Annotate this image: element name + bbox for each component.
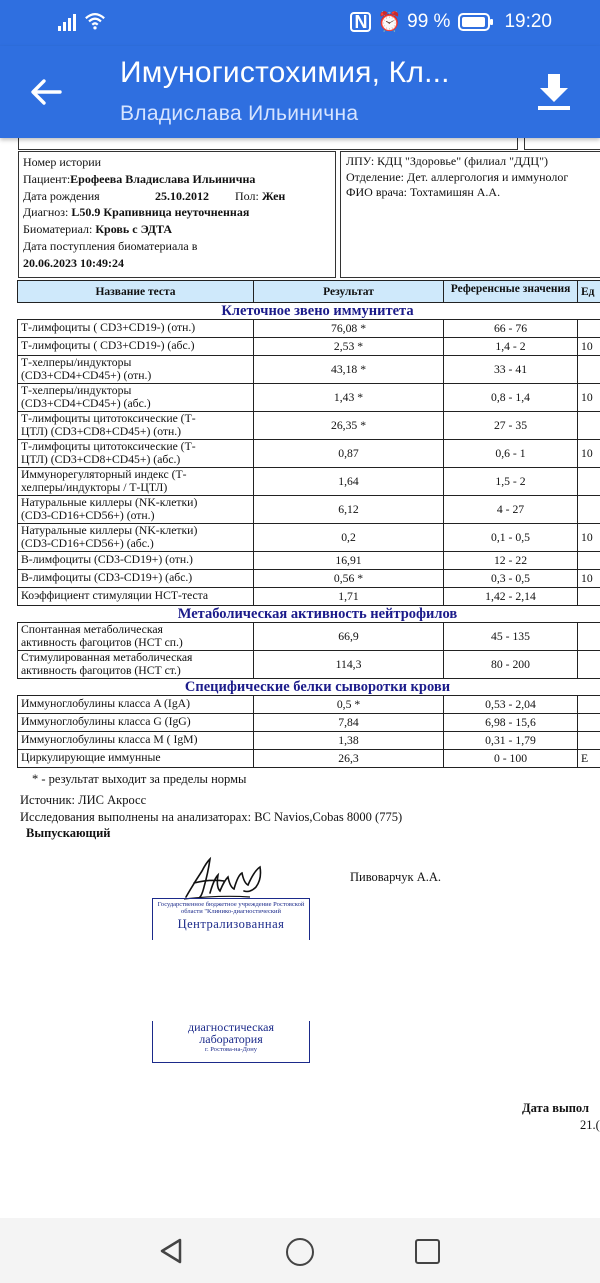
unit-cell bbox=[578, 623, 600, 651]
received-value: 20.06.2023 10:49:24 bbox=[23, 255, 124, 270]
section-title: Специфические белки сыворотки крови bbox=[18, 679, 600, 696]
signature-image bbox=[180, 853, 280, 903]
result-cell: 16,91 bbox=[254, 552, 444, 570]
document-page[interactable] bbox=[0, 138, 600, 1218]
patient-label: Пациент: bbox=[23, 171, 71, 186]
reference-cell: 33 - 41 bbox=[444, 356, 578, 384]
table-row bbox=[18, 496, 600, 524]
table-row bbox=[18, 384, 600, 412]
table-row bbox=[18, 588, 600, 606]
result-cell: 1,38 bbox=[254, 732, 444, 750]
section-row bbox=[18, 679, 600, 696]
footnote: * - результат выходит за пределы нормы bbox=[32, 772, 247, 786]
result-cell: 0,56 * bbox=[254, 570, 444, 588]
result-cell: 26,3 bbox=[254, 750, 444, 768]
reference-cell: 45 - 135 bbox=[444, 623, 578, 651]
issue-date-label: Дата выпол bbox=[522, 1101, 590, 1115]
test-name-cell: Иммуноглобулины класса M ( IgM) bbox=[18, 732, 254, 750]
test-name-cell: Иммунорегуляторный индекс (Т- хелперы/индукторы / Т-ЦТЛ) bbox=[18, 468, 254, 496]
test-name-cell: Т-лимфоциты ( CD3+CD19-) (отн.) bbox=[18, 320, 254, 338]
dob-label: Дата рождения bbox=[23, 188, 100, 203]
unit-cell bbox=[578, 714, 600, 732]
test-name-cell: Т-хелперы/индукторы (CD3+CD4+CD45+) (абс.) bbox=[18, 384, 254, 412]
result-cell: 7,84 bbox=[254, 714, 444, 732]
test-name-cell: Т-лимфоциты цитотоксические (Т- ЦТЛ) (CD3+CD8+CD45+) (отн.) bbox=[18, 412, 254, 440]
table-row bbox=[18, 651, 600, 679]
received-label: Дата поступления биоматериала в bbox=[23, 238, 198, 253]
reference-cell: 0 - 100 bbox=[444, 750, 578, 768]
table-row bbox=[18, 623, 600, 651]
reference-cell: 1,4 - 2 bbox=[444, 338, 578, 356]
unit-cell bbox=[578, 732, 600, 750]
stamp-top bbox=[152, 898, 310, 940]
cut-header-cell-2 bbox=[524, 138, 600, 150]
table-row bbox=[18, 524, 600, 552]
stamp-bottom-big: диагностическая лаборатория bbox=[188, 1020, 274, 1046]
unit-cell bbox=[578, 651, 600, 679]
download-icon[interactable] bbox=[532, 70, 576, 114]
source-text: Источник: ЛИС Акросс bbox=[20, 793, 147, 807]
stamp-top-small: Государственное бюджетное учреждение Ростовской области "Клинико-диагностический bbox=[157, 901, 305, 915]
section-row bbox=[18, 606, 600, 623]
issue-date-value: 21.( bbox=[580, 1118, 600, 1132]
unit-cell: 10 bbox=[578, 570, 600, 588]
stamp-bottom bbox=[152, 1021, 310, 1063]
history-label: Номер истории bbox=[23, 155, 102, 169]
signal-icon bbox=[58, 13, 76, 31]
test-name-cell: Натуральные киллеры (NK-клетки) (CD3-CD16+CD56+) (отн.) bbox=[18, 496, 254, 524]
result-cell: 76,08 * bbox=[254, 320, 444, 338]
alarm-icon: ⏰ bbox=[377, 12, 402, 33]
wifi-icon bbox=[84, 10, 106, 32]
result-cell: 1,64 bbox=[254, 468, 444, 496]
back-arrow-icon[interactable] bbox=[26, 72, 66, 112]
table-row bbox=[18, 750, 600, 768]
table-row bbox=[18, 696, 600, 714]
reference-cell: 80 - 200 bbox=[444, 651, 578, 679]
unit-cell: 10 bbox=[578, 524, 600, 552]
unit-cell bbox=[578, 552, 600, 570]
test-name-cell: Т-лимфоциты цитотоксические (Т- ЦТЛ) (CD3+CD8+CD45+) (абс.) bbox=[18, 440, 254, 468]
table-header-row bbox=[18, 281, 600, 303]
document-subtitle: Владислава Ильинична bbox=[120, 102, 359, 125]
reference-cell: 0,6 - 1 bbox=[444, 440, 578, 468]
result-cell: 114,3 bbox=[254, 651, 444, 679]
unit-cell bbox=[578, 588, 600, 606]
reference-cell: 6,98 - 15,6 bbox=[444, 714, 578, 732]
result-cell: 0,2 bbox=[254, 524, 444, 552]
test-name-cell: Коэффициент стимуляции НСТ-теста bbox=[18, 588, 254, 606]
test-name-cell: В-лимфоциты (CD3-CD19+) (абс.) bbox=[18, 570, 254, 588]
reference-cell: 0,31 - 1,79 bbox=[444, 732, 578, 750]
unit-cell: 10 bbox=[578, 440, 600, 468]
reference-cell: 66 - 76 bbox=[444, 320, 578, 338]
material-label: Биоматериал: bbox=[23, 222, 93, 237]
unit-cell bbox=[578, 468, 600, 496]
result-cell: 26,35 * bbox=[254, 412, 444, 440]
unit-cell: 10 bbox=[578, 384, 600, 412]
col-header-unit: Ед bbox=[578, 281, 600, 303]
sex-value: Жен bbox=[261, 188, 286, 203]
dob-value: 25.10.2012 bbox=[155, 188, 209, 203]
table-row bbox=[18, 412, 600, 440]
diagnosis-label: Диагноз: bbox=[23, 205, 69, 220]
signer-name: Пивоварчук А.А. bbox=[350, 870, 442, 884]
patient-name: Ерофеева Владислава Ильинична bbox=[70, 171, 256, 186]
result-cell: 66,9 bbox=[254, 623, 444, 651]
app-bar bbox=[0, 46, 600, 138]
col-header-test: Название теста bbox=[18, 281, 254, 303]
col-header-result: Результат bbox=[254, 281, 444, 303]
result-cell: 1,43 * bbox=[254, 384, 444, 412]
table-row bbox=[18, 570, 600, 588]
unit-cell bbox=[578, 356, 600, 384]
cut-header-cell bbox=[18, 138, 518, 150]
table-row bbox=[18, 320, 600, 338]
result-cell: 6,12 bbox=[254, 496, 444, 524]
table-row bbox=[18, 552, 600, 570]
analyzers-text: Исследования выполнены на анализаторах: BC Navios,Cobas 8000 (775) bbox=[20, 810, 403, 824]
result-cell: 2,53 * bbox=[254, 338, 444, 356]
section-title: Метаболическая активность нейтрофилов bbox=[18, 606, 600, 623]
stamp-bottom-small: г. Ростова-на-Дону bbox=[205, 1046, 257, 1053]
unit-cell bbox=[578, 320, 600, 338]
table-row bbox=[18, 732, 600, 750]
nav-recent-icon[interactable] bbox=[415, 1239, 440, 1264]
clinic-info-box bbox=[340, 151, 600, 278]
battery-icon bbox=[458, 13, 490, 31]
result-cell: 43,18 * bbox=[254, 356, 444, 384]
reference-cell: 4 - 27 bbox=[444, 496, 578, 524]
table-row bbox=[18, 440, 600, 468]
test-name-cell: Стимулированная метаболическая активность фагоцитов (НСТ ст.) bbox=[18, 651, 254, 679]
reference-cell: 27 - 35 bbox=[444, 412, 578, 440]
nfc-icon: N bbox=[350, 12, 371, 32]
reference-cell: 0,53 - 2,04 bbox=[444, 696, 578, 714]
document-title: Имуногистохимия, Кл... bbox=[120, 56, 450, 89]
test-name-cell: Т-хелперы/индукторы (CD3+CD4+CD45+) (отн.) bbox=[18, 356, 254, 384]
nav-back-icon[interactable] bbox=[158, 1237, 184, 1265]
section-title: Клеточное звено иммунитета bbox=[18, 303, 600, 320]
issuer-label: Выпускающий bbox=[26, 826, 111, 840]
reference-cell: 0,3 - 0,5 bbox=[444, 570, 578, 588]
test-name-cell: Иммуноглобулины класса A (IgA) bbox=[18, 696, 254, 714]
test-name-cell: Спонтанная метаболическая активность фагоцитов (НСТ сп.) bbox=[18, 623, 254, 651]
nav-home-icon[interactable] bbox=[286, 1238, 314, 1266]
test-name-cell: Иммуноглобулины класса G (IgG) bbox=[18, 714, 254, 732]
test-name-cell: Т-лимфоциты ( CD3+CD19-) (абс.) bbox=[18, 338, 254, 356]
unit-cell bbox=[578, 696, 600, 714]
patient-info-box bbox=[18, 151, 336, 278]
table-row bbox=[18, 714, 600, 732]
results-body bbox=[18, 303, 600, 768]
unit-cell bbox=[578, 496, 600, 524]
table-row bbox=[18, 338, 600, 356]
status-bar bbox=[0, 0, 600, 46]
col-header-reference: Референсные значения bbox=[444, 281, 578, 303]
reference-cell: 12 - 22 bbox=[444, 552, 578, 570]
result-cell: 1,71 bbox=[254, 588, 444, 606]
reference-cell: 0,8 - 1,4 bbox=[444, 384, 578, 412]
table-row bbox=[18, 468, 600, 496]
test-name-cell: Циркулирующие иммунные bbox=[18, 750, 254, 768]
unit-cell bbox=[578, 412, 600, 440]
reference-cell: 1,42 - 2,14 bbox=[444, 588, 578, 606]
sex-label: Пол: bbox=[235, 188, 259, 203]
navigation-bar bbox=[0, 1218, 600, 1283]
unit-cell: E bbox=[578, 750, 600, 768]
department-text: Отделение: Дет. аллергология и иммунолог bbox=[346, 169, 569, 184]
diagnosis-value: L50.9 Крапивница неуточненная bbox=[71, 205, 250, 220]
test-name-cell: В-лимфоциты (CD3-CD19+) (отн.) bbox=[18, 552, 254, 570]
result-cell: 0,5 * bbox=[254, 696, 444, 714]
reference-cell: 0,1 - 0,5 bbox=[444, 524, 578, 552]
results-table bbox=[17, 280, 600, 768]
lpu-text: ЛПУ: КДЦ "Здоровье" (филиал "ДДЦ") bbox=[346, 154, 548, 168]
doctor-text: ФИО врача: Тохтамишян А.А. bbox=[346, 185, 501, 199]
test-name-cell: Натуральные киллеры (NK-клетки) (CD3-CD16+CD56+) (абс.) bbox=[18, 524, 254, 552]
clock: 19:20 bbox=[504, 11, 552, 32]
unit-cell: 10 bbox=[578, 338, 600, 356]
stamp-top-big: Централизованная bbox=[177, 917, 285, 931]
result-cell: 0,87 bbox=[254, 440, 444, 468]
reference-cell: 1,5 - 2 bbox=[444, 468, 578, 496]
battery-percent: 99 % bbox=[407, 11, 451, 32]
table-row bbox=[18, 356, 600, 384]
material-value: Кровь с ЭДТА bbox=[95, 222, 173, 237]
section-row bbox=[18, 303, 600, 320]
